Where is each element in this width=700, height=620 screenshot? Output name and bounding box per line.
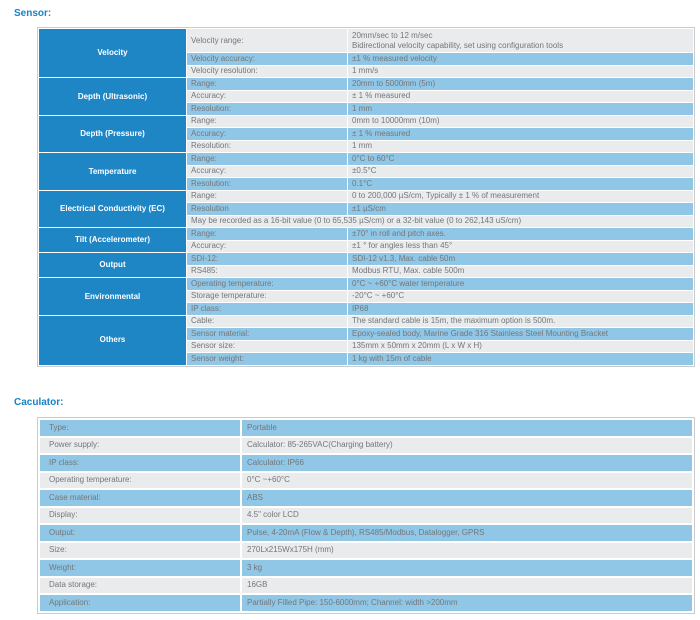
spec-label-cell: SDI-12: bbox=[187, 253, 347, 265]
spec-label-cell: Range: bbox=[187, 191, 347, 203]
spec-label-cell: Range: bbox=[187, 153, 347, 165]
spec-value-cell: Epoxy-sealed body, Marine Grade 316 Stainless Steel Mounting Bracket bbox=[348, 328, 693, 340]
sensor-section-heading: Sensor: bbox=[14, 8, 52, 19]
spec-label-cell: IP class: bbox=[40, 455, 240, 471]
calculator-section-heading: Caculator: bbox=[14, 397, 64, 408]
spec-label-cell: Accuracy: bbox=[187, 241, 347, 253]
spec-value-cell: 0°C to 60°C bbox=[348, 153, 693, 165]
spec-label-cell: Velocity range: bbox=[187, 29, 347, 52]
spec-note-cell: May be recorded as a 16-bit value (0 to 65,535 µS/cm) or a 32-bit value (0 to 262,143 uS/cm) bbox=[187, 216, 693, 228]
spec-value-cell: 1 kg with 15m of cable bbox=[348, 353, 693, 365]
spec-value-cell: 0.1°C bbox=[348, 178, 693, 190]
spec-label-cell: Output: bbox=[40, 525, 240, 541]
spec-label-cell: Storage temperature: bbox=[187, 291, 347, 303]
spec-label-cell: Display: bbox=[40, 508, 240, 524]
spec-value-cell: ABS bbox=[242, 490, 692, 506]
spec-value-cell: ±1 ° for angles less than 45° bbox=[348, 241, 693, 253]
spec-label-cell: Range: bbox=[187, 228, 347, 240]
spec-value-cell bbox=[348, 29, 693, 52]
spec-value-cell: Modbus RTU, Max. cable 500m bbox=[348, 266, 693, 278]
spec-label-cell: Operating temperature: bbox=[40, 473, 240, 489]
calculator-spec-table bbox=[37, 417, 695, 614]
spec-label-cell: Resolution: bbox=[187, 178, 347, 190]
spec-label-cell: Resolution bbox=[187, 203, 347, 215]
spec-value-cell: 0 to 200,000 µS/cm, Typically ± 1 % of measurement bbox=[348, 191, 693, 203]
spec-value-cell: 1 mm/s bbox=[348, 66, 693, 78]
spec-label-cell: RS485: bbox=[187, 266, 347, 278]
spec-label-cell: Sensor material: bbox=[187, 328, 347, 340]
spec-label-cell: Accuracy: bbox=[187, 91, 347, 103]
spec-value-cell: IP68 bbox=[348, 303, 693, 315]
spec-value-cell: Calculator: IP66 bbox=[242, 455, 692, 471]
spec-value-cell: 270Lx215Wx175H (mm) bbox=[242, 543, 692, 559]
category-cell-output: Output bbox=[39, 253, 186, 277]
spec-value-cell: ±1 % measured velocity bbox=[348, 53, 693, 65]
category-cell-environmental: Environmental bbox=[39, 278, 186, 315]
spec-label-cell: Range: bbox=[187, 116, 347, 128]
spec-label-cell: Accuracy: bbox=[187, 128, 347, 140]
sensor-spec-table bbox=[37, 27, 695, 367]
spec-label-cell: IP class: bbox=[187, 303, 347, 315]
spec-label-cell: Sensor weight: bbox=[187, 353, 347, 365]
spec-value-cell: Pulse, 4-20mA (Flow & Depth), RS485/Modbus, Datalogger, GPRS bbox=[242, 525, 692, 541]
spec-value-cell: ± 1 % measured bbox=[348, 128, 693, 140]
spec-value-line1: 20mm/sec to 12 m/sec bbox=[352, 30, 433, 40]
spec-label-cell: Cable: bbox=[187, 316, 347, 328]
spec-label-cell: Resolution: bbox=[187, 141, 347, 153]
spec-label-cell: Sensor size: bbox=[187, 341, 347, 353]
spec-value-cell: -20°C ~ +60°C bbox=[348, 291, 693, 303]
spec-label-cell: Resolution: bbox=[187, 103, 347, 115]
spec-value-cell: ±70° in roll and pitch axes. bbox=[348, 228, 693, 240]
spec-value-cell: 1 mm bbox=[348, 141, 693, 153]
spec-value-cell: SDI-12 v1.3, Max. cable 50m bbox=[348, 253, 693, 265]
spec-value-cell: 16GB bbox=[242, 578, 692, 594]
spec-value-cell: The standard cable is 15m, the maximum option is 500m. bbox=[348, 316, 693, 328]
spec-value-cell: ±1 µS/cm bbox=[348, 203, 693, 215]
spec-value-line2: Bidirectional velocity capability, set using configuration tools bbox=[352, 40, 564, 50]
spec-label-cell: Case material: bbox=[40, 490, 240, 506]
category-cell-electrical-conductivity: Electrical Conductivity (EC) bbox=[39, 191, 186, 228]
spec-label-cell: Size: bbox=[40, 543, 240, 559]
spec-label-cell: Data storage: bbox=[40, 578, 240, 594]
spec-value-cell: 0°C ~+60°C bbox=[242, 473, 692, 489]
category-cell-depth-ultrasonic: Depth (Ultrasonic) bbox=[39, 78, 186, 115]
spec-value-cell: 0°C ~ +60°C water temperature bbox=[348, 278, 693, 290]
spec-value-cell: Calculator: 85-265VAC(Charging battery) bbox=[242, 438, 692, 454]
spec-label-cell: Operating temperature: bbox=[187, 278, 347, 290]
category-cell-tilt: Tilt (Accelerometer) bbox=[39, 228, 186, 252]
spec-value-cell: Portable bbox=[242, 420, 692, 436]
spec-label-cell: Application: bbox=[40, 595, 240, 611]
spec-label-cell: Range: bbox=[187, 78, 347, 90]
spec-label-cell: Accuracy: bbox=[187, 166, 347, 178]
spec-label-cell: Weight: bbox=[40, 560, 240, 576]
category-cell-others: Others bbox=[39, 316, 186, 365]
spec-label-cell: Velocity resolution: bbox=[187, 66, 347, 78]
category-cell-velocity: Velocity bbox=[39, 29, 186, 77]
category-cell-depth-pressure: Depth (Pressure) bbox=[39, 116, 186, 153]
spec-label-cell: Velocity accuracy: bbox=[187, 53, 347, 65]
spec-value-cell: 20mm to 5000mm (5m) bbox=[348, 78, 693, 90]
category-cell-temperature: Temperature bbox=[39, 153, 186, 190]
spec-value-cell: 3 kg bbox=[242, 560, 692, 576]
spec-value-cell: ± 1 % measured bbox=[348, 91, 693, 103]
spec-label-cell: Type: bbox=[40, 420, 240, 436]
spec-label-cell: Power supply: bbox=[40, 438, 240, 454]
spec-value-cell: 4.5" color LCD bbox=[242, 508, 692, 524]
spec-value-cell: 1 mm bbox=[348, 103, 693, 115]
spec-value-cell: 0mm to 10000mm (10m) bbox=[348, 116, 693, 128]
spec-value-cell: ±0.5°C bbox=[348, 166, 693, 178]
spec-value-cell: Partially Filled Pipe: 150-6000mm; Channel: width >200mm bbox=[242, 595, 692, 611]
spec-value-cell: 135mm x 50mm x 20mm (L x W x H) bbox=[348, 341, 693, 353]
